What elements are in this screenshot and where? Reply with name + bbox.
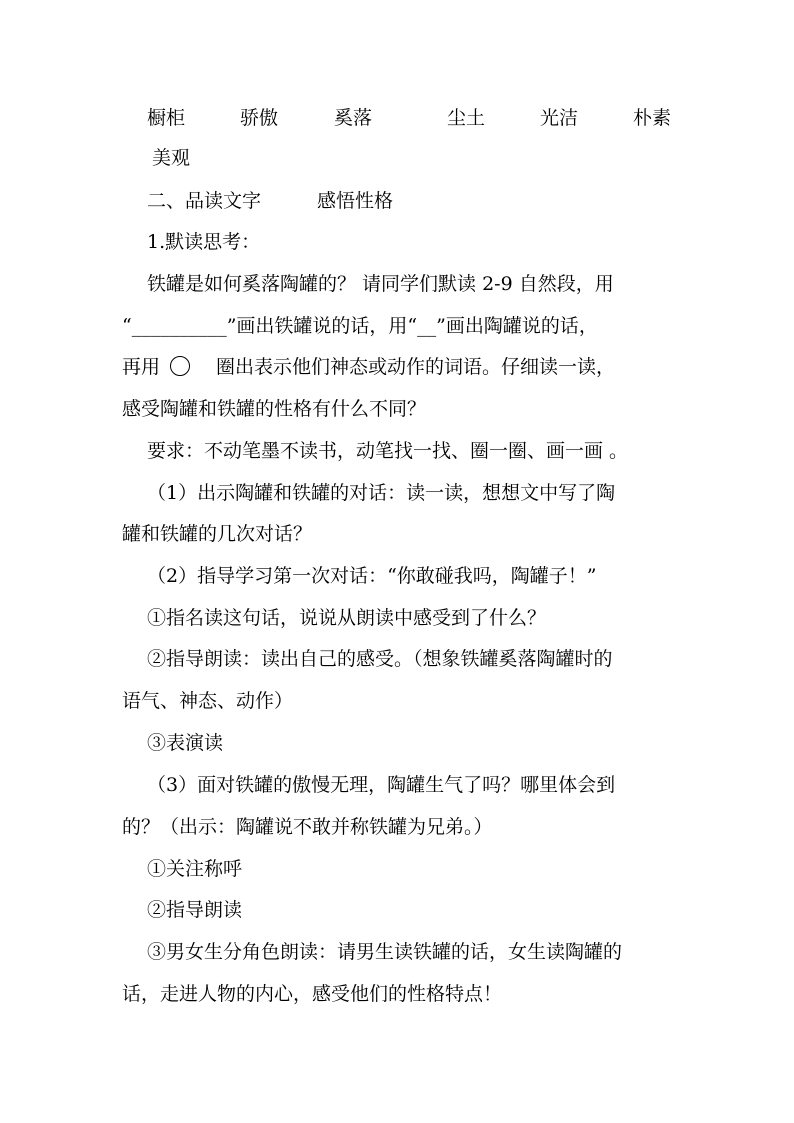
- step-text-line: （3）面对铁罐的傲慢无理，陶罐生气了吗？哪里体会到: [147, 774, 616, 796]
- task-text-line: 铁罐是如何奚落陶罐的？ 请同学们默读 2-9 自然段，用: [147, 273, 614, 295]
- sub-step-text: 语气、神态、动作）: [122, 690, 294, 712]
- item-heading: 1.默读思考：: [147, 231, 261, 253]
- vocab-word: 奚落: [334, 107, 373, 129]
- step-text-line: （2）指导学习第一次对话：“你敢碰我吗，陶罐子！”: [147, 565, 597, 587]
- sub-step-text: ②指导朗读：读出自己的感受。（想象铁罐奚落陶罐时的: [147, 648, 613, 670]
- section-heading-part-a: 二、品读文字: [147, 190, 262, 212]
- vocab-word: 朴素: [633, 107, 672, 129]
- vocab-word: 美观: [152, 147, 191, 169]
- task-text-line: 感受陶罐和铁罐的性格有什么不同？: [122, 398, 427, 420]
- task-text-post: 圈出表示他们神态或动作的词语。仔细读一读，: [216, 356, 616, 378]
- sub-step-text: ③男女生分角色朗读：请男生读铁罐的话，女生读陶罐的: [147, 941, 623, 963]
- step-text-line: 罐和铁罐的几次对话？: [122, 523, 313, 545]
- sub-step-text: ①关注称呼: [147, 858, 243, 880]
- sub-step-text: ③表演读: [147, 732, 224, 754]
- step-text-line: 的？（出示：陶罐说不敢并称铁罐为兄弟。）: [122, 816, 493, 838]
- vocab-word: 光洁: [540, 107, 579, 129]
- step-text-line: （1）出示陶罐和铁罐的对话：读一读，想想文中写了陶: [147, 482, 616, 504]
- sub-step-text: 话，走进人物的内心，感受他们的性格特点！: [122, 983, 503, 1005]
- task-text-pre: 再用: [122, 356, 161, 378]
- task-text-line: [122, 355, 615, 379]
- task-text-line: “__________”画出铁罐说的话，用“__”画出陶罐说的话，: [122, 315, 598, 337]
- vocab-word: 骄傲: [240, 107, 279, 129]
- sub-step-text: ②指导朗读: [147, 899, 243, 921]
- section-heading: [147, 189, 393, 213]
- sub-step-text: ①指名读这句话，说说从朗读中感受到了什么？: [147, 607, 547, 629]
- vocab-word: 尘土: [447, 107, 486, 129]
- requirement-text: 要求：不动笔墨不读书，动笔找一找、圈一圈、画一画 。: [147, 440, 629, 462]
- vocab-word: 橱柜: [147, 107, 186, 129]
- section-heading-part-b: 感悟性格: [317, 190, 394, 212]
- circle-symbol-icon: [170, 356, 190, 376]
